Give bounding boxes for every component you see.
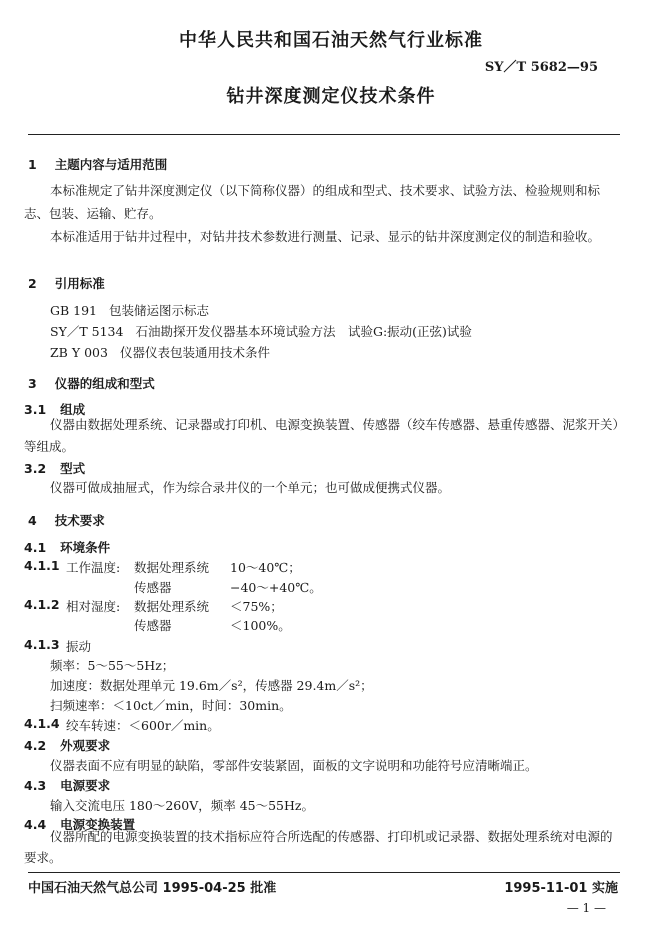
table-cell: −40～+40℃。 [230,580,322,595]
section-1-paragraph-1: 本标准规定了钻井深度测定仪（以下简称仪器）的组成和型式、技术要求、试验方法、检验规则和标志、包装、运输、贮存。 [24,183,601,221]
section-3-heading [28,374,155,392]
section-4-1-heading: 4.1 环境条件 [24,540,111,555]
bottom-divider [28,872,620,873]
section-2-heading [28,274,105,292]
section-3-2-heading: 3.2 型式 [24,461,86,476]
section-3-1-heading: 3.1 组成 [24,402,86,417]
clause-label: 相对湿度: [66,599,121,614]
table-cell: 传感器 [134,580,172,595]
table-cell: 传感器 [134,618,172,633]
clause-label: 振动 [66,639,92,654]
vibration-frequency: 频率：5～55～5Hz； [50,658,175,673]
page-number: — 1 — [566,901,606,915]
section-title: 引用标准 [54,276,105,291]
table-cell: ＜75%； [230,599,283,614]
clause-number: 4.1.2 [24,597,60,612]
vibration-acceleration: 加速度：数据处理单元 19.6m／s²，传感器 29.4m／s²； [50,678,373,693]
org-title: 中华人民共和国石油天然气行业标准 [179,30,483,51]
section-4-2-text: 仪器表面不应有明显的缺陷，零部件安装紧固，面板的文字说明和功能符号应清晰端正。 [50,758,538,773]
clause-number: 4.1.4 [24,716,60,731]
section-3-2-text: 仪器可做成抽屉式，作为综合录井仪的一个单元；也可做成便携式仪器。 [50,480,451,495]
table-cell: ＜100%。 [230,618,291,633]
section-4-4-text: 仪器所配的电源变换装置的技术指标应符合所选配的传感器、打印机或记录器、数据处理系统对电源的要求。 [24,829,613,865]
section-number: 1 [28,157,37,172]
clause-label: 工作温度: [66,560,121,575]
section-4-heading [28,511,105,529]
clause-number: 4.1.1 [24,558,60,573]
section-title: 技术要求 [54,513,105,528]
table-cell: 10～40℃； [230,560,301,575]
section-1-heading [28,155,167,173]
top-divider [28,134,620,135]
section-4-2-heading: 4.2 外观要求 [24,738,111,753]
winch-speed: 绞车转速：＜600r／min。 [66,718,220,733]
section-4-3-text: 输入交流电压 180～260V，频率 45～55Hz。 [50,798,314,813]
section-4-3-heading: 4.3 电源要求 [24,778,111,793]
section-4-4-heading: 4.4 电源变换装置 [24,817,136,832]
section-title: 仪器的组成和型式 [54,376,155,391]
section-title: 主题内容与适用范围 [54,157,168,172]
reference-item: SY／T 5134 石油勘探开发仪器基本环境试验方法 试验G:振动(正弦)试验 [50,324,472,339]
reference-item: GB 191 包装储运图示标志 [50,303,210,318]
clause-number: 4.1.3 [24,637,60,652]
standard-number: SY／T 5682—95 [484,60,598,75]
document-title: 钻井深度测定仪技术条件 [226,86,436,107]
effective-date: 1995-11-01 实施 [504,881,618,896]
section-number: 4 [28,513,37,528]
table-cell: 数据处理系统 [134,560,210,575]
table-cell: 数据处理系统 [134,599,210,614]
section-number: 3 [28,376,37,391]
section-number: 2 [28,276,37,291]
section-3-1-text: 仪器由数据处理系统、记录器或打印机、电源变换装置、传感器（绞车传感器、悬重传感器、泥浆开关）等组成。 [24,417,619,454]
approval-line: 中国石油天然气总公司 1995-04-25 批准 [28,881,277,896]
vibration-sweep-rate: 扫频速率：＜10ct／min，时间：30min。 [50,698,292,713]
reference-item: ZB Y 003 仪器仪表包装通用技术条件 [50,345,270,360]
section-1-paragraph-2: 本标准适用于钻井过程中，对钻井技术参数进行测量、记录、显示的钻井深度测定仪的制造和验收。 [50,229,601,244]
